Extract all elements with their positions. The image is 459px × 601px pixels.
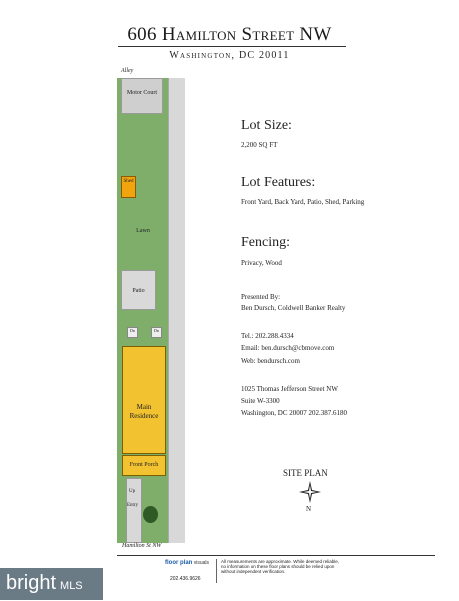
- steps-down-right: Dn: [151, 327, 162, 338]
- measurement-disclaimer: All measurements are approximate. While deemed reliable, no information on these floor plans should be relied upon without independent verification.: [221, 559, 340, 575]
- bright-mls-badge: [0, 568, 103, 600]
- front-walk: [126, 478, 142, 543]
- motor-court: Motor Court: [121, 78, 163, 114]
- property-city: Washington, DC 20011: [169, 50, 290, 61]
- property-title: 606 Hamilton Street NW: [127, 24, 332, 45]
- bright-text: bright: [6, 572, 57, 594]
- lawn-label: Lawn: [136, 228, 150, 234]
- agent-phone: Tel.: 202.288.4334: [241, 332, 294, 340]
- floor-plan-visuals-logo: [165, 560, 209, 566]
- shed: Shed: [121, 176, 136, 198]
- footer-vertical-divider: [216, 559, 217, 583]
- logo-sub-text: visuals: [193, 560, 210, 566]
- alley-label: Alley: [121, 68, 134, 74]
- lot-size-heading: Lot Size:: [241, 118, 292, 133]
- agent-email: Email: ben.dursch@cbmove.com: [241, 344, 335, 352]
- north-indicator: N: [306, 505, 312, 513]
- site-plan-label: SITE PLAN: [283, 468, 328, 478]
- agent-website: Web: bendursch.com: [241, 357, 300, 365]
- main-residence: Main Residence: [122, 346, 166, 454]
- logo-main-text: floor plan: [165, 560, 193, 566]
- office-address-line3: Washington, DC 20007 202.387.6180: [241, 409, 347, 417]
- up-label: Up: [129, 489, 136, 494]
- footer-phone: 202.436.9626: [170, 576, 201, 582]
- steps-down-left: Dn: [127, 327, 138, 338]
- presented-by: Presented By:: [241, 293, 281, 301]
- side-yard-strip: [168, 78, 185, 543]
- lot-features-value: Front Yard, Back Yard, Patio, Shed, Parking: [241, 198, 365, 206]
- mls-text: MLS: [60, 580, 83, 592]
- office-address-line2: Suite W-3300: [241, 397, 280, 405]
- fencing-heading: Fencing:: [241, 235, 290, 250]
- office-address-line1: 1025 Thomas Jefferson Street NW: [241, 385, 338, 393]
- title-divider: [118, 46, 346, 47]
- front-porch: Front Porch: [122, 455, 166, 476]
- shrub: [143, 506, 158, 523]
- footer-divider: [117, 555, 435, 556]
- lot-size-value: 2,200 SQ FT: [241, 141, 278, 149]
- street-label: Hamilton St NW: [122, 543, 162, 549]
- agent-name: Ben Dursch, Coldwell Banker Realty: [241, 304, 346, 312]
- fencing-value: Privacy, Wood: [241, 259, 282, 267]
- compass-rose-icon: [299, 481, 321, 503]
- patio: Patio: [121, 270, 156, 310]
- lot-features-heading: Lot Features:: [241, 175, 316, 190]
- entry-label: Entry: [127, 503, 139, 508]
